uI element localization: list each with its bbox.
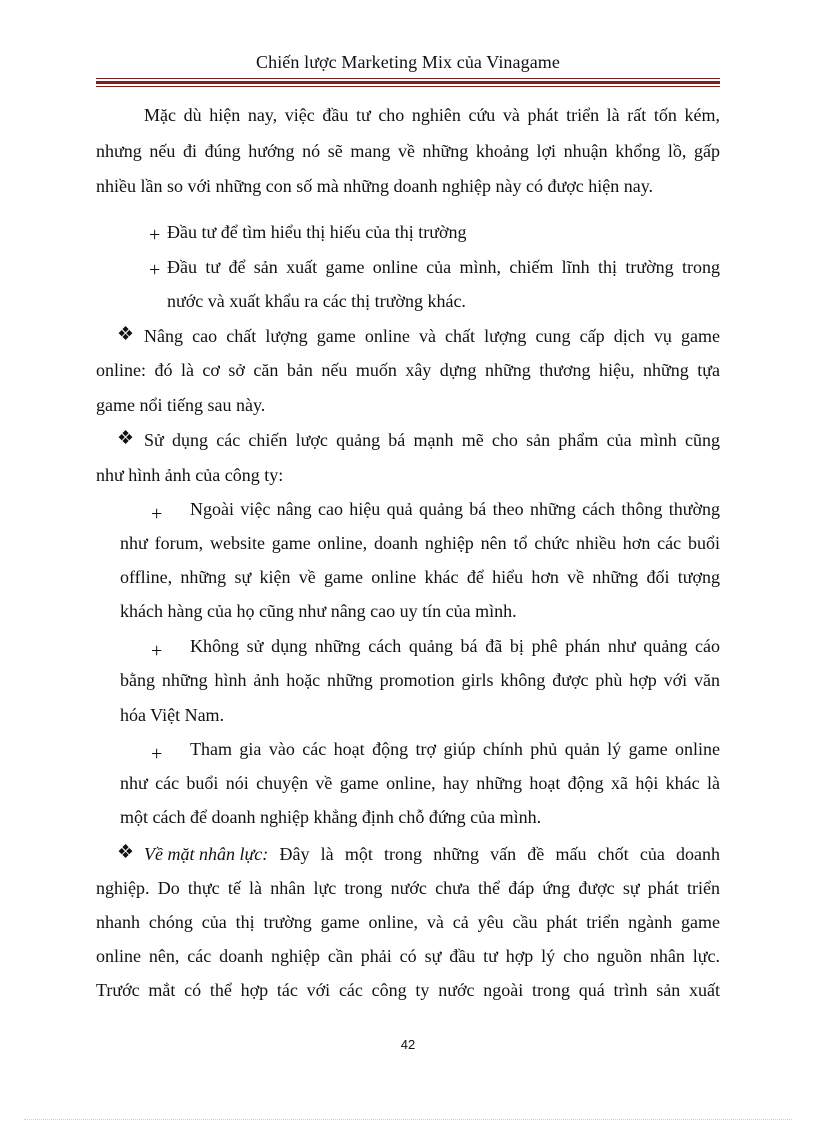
paragraph-line: Mặc dù hiện nay, việc đầu tư cho nghiên cứu và phát triển là rất tốn kém,	[144, 105, 720, 125]
list-item-text: một cách để doanh nghiệp khẳng định chỗ đứng của mình.	[120, 807, 542, 827]
plus-bullet-icon: +	[151, 743, 163, 765]
header-rule-thick	[96, 81, 720, 84]
list-item-text: Tham gia vào các hoạt động trợ giúp chính phủ quản lý game online	[190, 739, 720, 759]
page-number: 42	[400, 1037, 416, 1052]
plus-bullet-icon: +	[151, 503, 163, 525]
plus-bullet-icon: +	[149, 224, 161, 246]
header-rule-top	[96, 78, 720, 79]
list-item-text: hóa Việt Nam.	[120, 705, 225, 725]
bullet-line: như hình ảnh của công ty:	[96, 465, 284, 485]
list-item-text: khách hàng của họ cũng như nâng cao uy tín của mình.	[120, 601, 517, 621]
list-item-text: nước và xuất khẩu ra các thị trường khác.	[167, 291, 466, 311]
diamond-bullet-icon: ❖	[117, 428, 135, 449]
list-item-text: Không sử dụng những cách quảng bá đã bị phê phán như quảng cáo	[190, 636, 720, 656]
bullet-line	[144, 843, 720, 865]
bullet-line: online: đó là cơ sở căn bản nếu muốn xây dựng những thương hiệu, những tựa	[96, 360, 720, 380]
list-item-text: Đầu tư để tìm hiểu thị hiếu của thị trường	[167, 222, 467, 242]
paragraph-line: nhưng nếu đi đúng hướng nó sẽ mang về những khoảng lợi nhuận khổng lồ, gấp	[96, 141, 720, 161]
bullet-line: nhanh chóng của thị trường game online, và cả yêu cầu phát triển ngành game	[96, 912, 720, 932]
header-rule-bottom	[96, 86, 720, 87]
plus-bullet-icon: +	[151, 640, 163, 662]
page-bottom-border	[24, 1119, 792, 1120]
bullet-line: Trước mắt có thể hợp tác với các công ty nước ngoài trong quá trình sản xuất	[96, 980, 720, 1000]
list-item-text: như các buổi nói chuyện về game online, hay những hoạt động xã hội khác là	[120, 773, 720, 793]
diamond-bullet-icon: ❖	[117, 842, 135, 863]
paragraph-line: nhiều lần so với những con số mà những doanh nghiệp này có được hiện nay.	[96, 176, 654, 196]
bullet-line-rest: Đây là một trong những vấn đề mấu chốt của doanh	[268, 844, 720, 864]
diamond-bullet-icon: ❖	[117, 324, 135, 345]
bullet-line: Nâng cao chất lượng game online và chất lượng cung cấp dịch vụ game	[144, 326, 720, 346]
italic-lead: Về mặt nhân lực:	[144, 844, 269, 864]
list-item-text: như forum, website game online, doanh nghiệp nên tổ chức nhiều hơn các buổi	[120, 533, 720, 553]
list-item-text: Ngoài việc nâng cao hiệu quả quảng bá theo những cách thông thường	[190, 499, 720, 519]
plus-bullet-icon: +	[149, 259, 161, 281]
list-item-text: bằng những hình ảnh hoặc những promotion girls không được phù hợp với văn	[120, 670, 720, 690]
list-item-text: offline, những sự kiện về game online khác để hiểu hơn về những đối tượng	[120, 567, 720, 587]
list-item-text: Đầu tư để sản xuất game online của mình, chiếm lĩnh thị trường trong	[167, 257, 720, 277]
bullet-line: Sử dụng các chiến lược quảng bá mạnh mẽ cho sản phẩm của mình cũng	[144, 430, 720, 450]
page-header-title: Chiến lược Marketing Mix của Vinagame	[256, 52, 560, 72]
bullet-line: game nổi tiếng sau này.	[96, 395, 266, 415]
bullet-line: online nên, các doanh nghiệp cần phải có sự đầu tư hợp lý cho nguồn nhân lực.	[96, 946, 720, 966]
bullet-line: nghiệp. Do thực tế là nhân lực trong nước chưa thể đáp ứng được sự phát triển	[96, 878, 720, 898]
